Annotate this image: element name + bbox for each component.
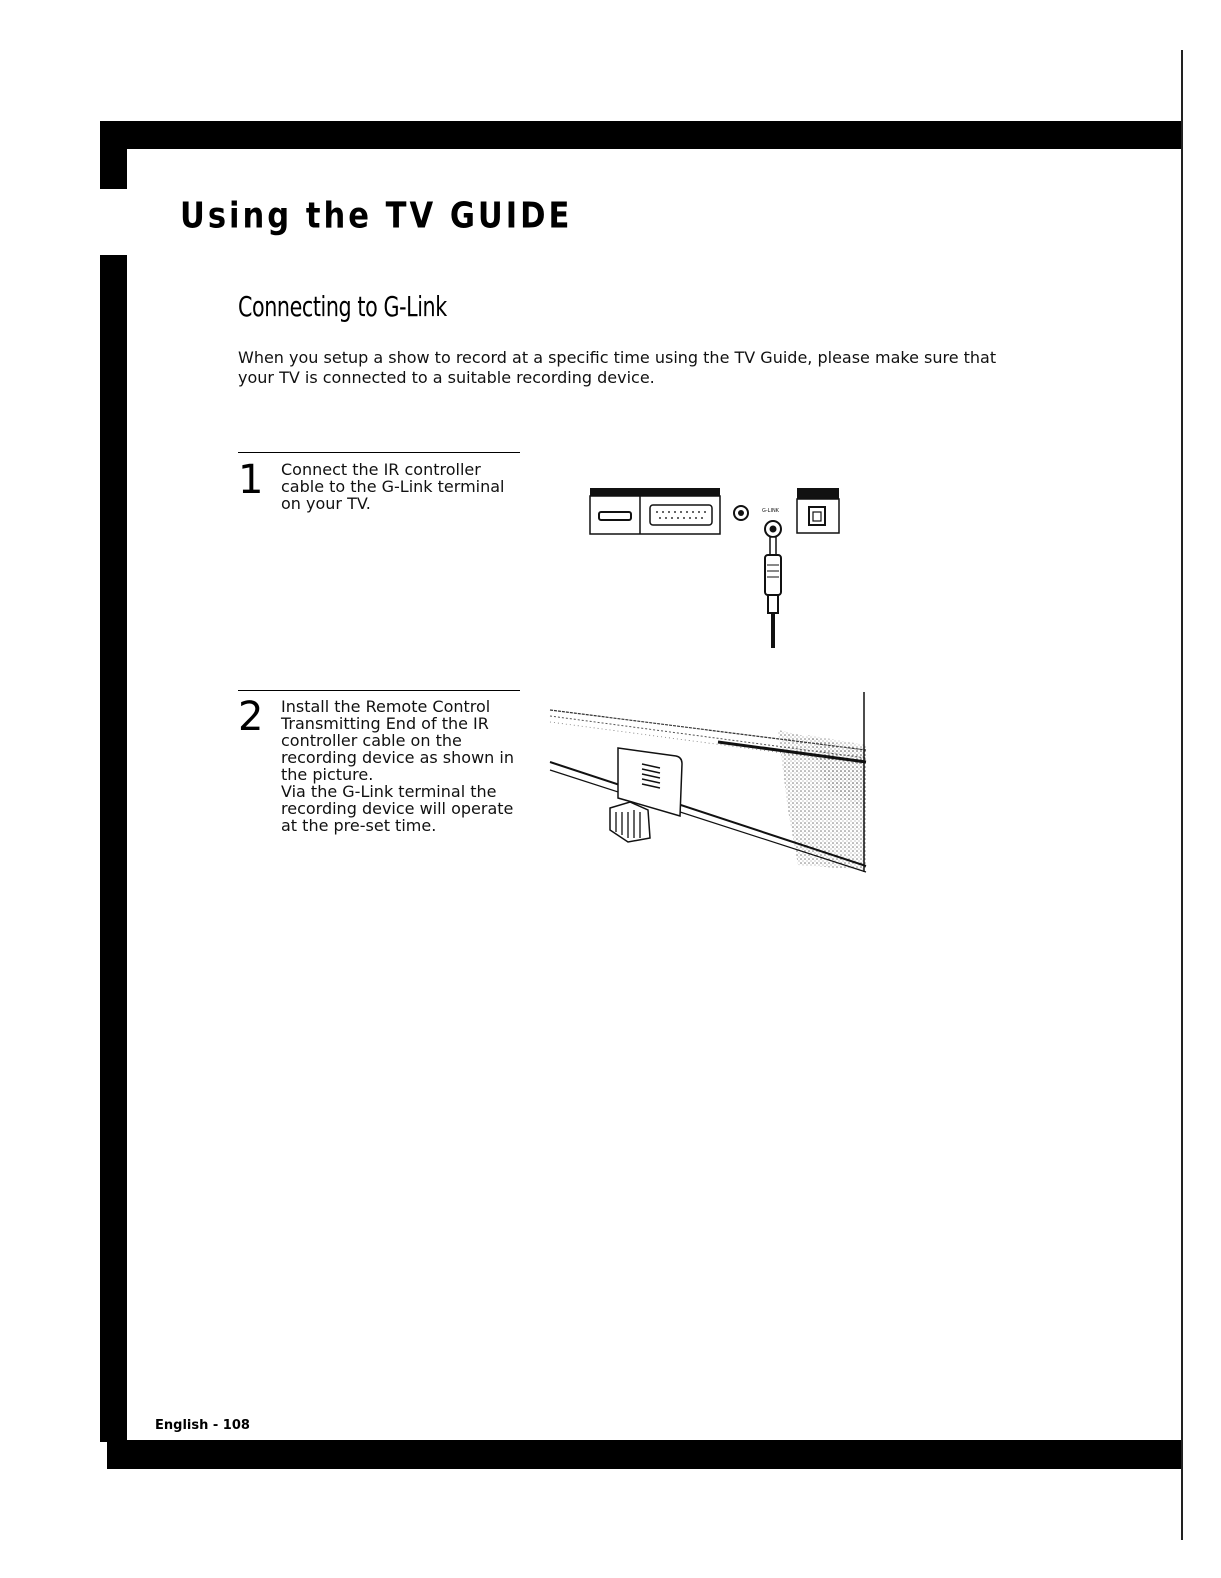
glink-label: G-LINK bbox=[762, 508, 779, 514]
step-2-text: Install the Remote Control Transmitting End of the IR controller cable on the recording device as shown in the picture. Via the G-Link terminal the recording device will operate at the pre-set time. bbox=[281, 697, 514, 835]
ir-transmitter-illustration bbox=[548, 690, 868, 875]
step-2-rule bbox=[238, 690, 520, 691]
hdmi-port-icon bbox=[599, 512, 631, 520]
step-1-text: Connect the IR controller cable to the G-Link terminal on your TV. bbox=[281, 460, 505, 513]
top-black-bar bbox=[100, 121, 1182, 149]
pc-port-icon bbox=[650, 505, 712, 525]
plug-pin bbox=[770, 537, 776, 555]
page-number: English - 108 bbox=[155, 1418, 250, 1433]
step-1-number: 1 bbox=[238, 457, 264, 503]
right-page-edge bbox=[1181, 50, 1183, 1540]
panel-label-strip bbox=[590, 488, 720, 496]
step-1-rule bbox=[238, 452, 520, 453]
intro-paragraph: When you setup a show to record at a specific time using the TV Guide, please make sure that your TV is connected to a suitable recording device. bbox=[238, 348, 997, 387]
glink-connection-illustration bbox=[585, 485, 845, 655]
optical-label-strip bbox=[797, 488, 839, 499]
left-black-bar bbox=[100, 255, 127, 1442]
page-title: Using the TV GUIDE bbox=[180, 195, 573, 237]
step-2-number: 2 bbox=[238, 694, 264, 740]
glink-plug-icon bbox=[765, 555, 781, 595]
bottom-black-bar bbox=[107, 1440, 1182, 1469]
left-black-bar-upper bbox=[100, 121, 127, 189]
section-title: Connecting to G-Link bbox=[238, 290, 447, 323]
